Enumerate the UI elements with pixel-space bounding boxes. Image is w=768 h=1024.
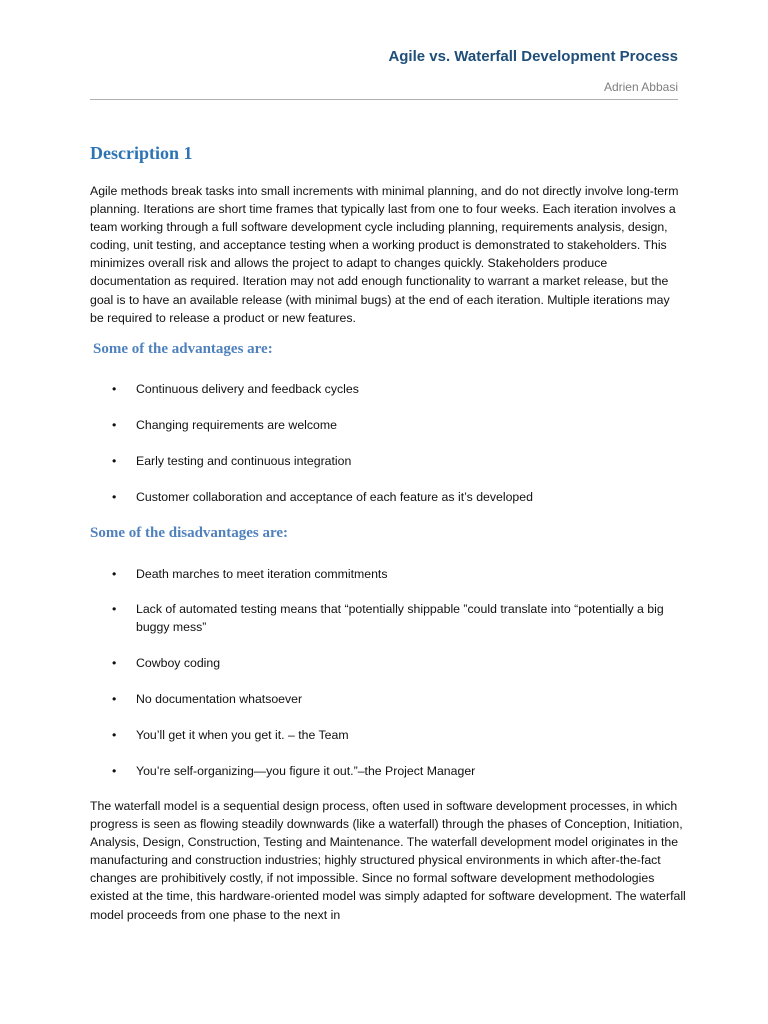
bullet-icon: • — [112, 454, 117, 468]
bullet-icon: • — [112, 382, 117, 396]
list-item-text: You’ll get it when you get it. – the Team — [136, 728, 349, 742]
list-item — [112, 452, 682, 470]
list-item — [112, 726, 682, 744]
list-item — [112, 690, 682, 708]
bullet-icon: • — [112, 692, 117, 706]
list-item-text: Death marches to meet iteration commitments — [136, 567, 388, 581]
list-item — [112, 654, 682, 672]
list-item-text: Customer collaboration and acceptance of each feature as it’s developed — [136, 490, 533, 504]
document-author: Adrien Abbasi — [603, 80, 678, 94]
bullet-icon: • — [112, 728, 117, 742]
intro-paragraph: Agile methods break tasks into small increments with minimal planning, and do not directly involve long-term planning. Iterations are short time frames that typically last from one to four weeks. Each iteration involves a team working through a full software development cycle including planning, requirements analysis, design, coding, unit testing, and acceptance testing when a working product is demonstrated to stakeholders. This minimizes overall risk and allows the project to adapt to changes quickly. Stakeholders produce documentation as required. Iteration may not add enough functionality to warrant a market release, but the goal is to have an available release (with minimal bugs) at the end of each iteration. Multiple iterations may be required to release a product or new features. — [90, 184, 679, 325]
document-title: Agile vs. Waterfall Development Process — [388, 48, 678, 65]
header-divider — [90, 99, 678, 100]
list-item-text: Lack of automated testing means that “potentially shippable ”could translate into “potentially a big buggy mess” — [136, 602, 664, 634]
list-item-text: Early testing and continuous integration — [136, 454, 352, 468]
disadvantages-heading: Some of the disadvantages are: — [90, 525, 289, 541]
list-item — [112, 488, 682, 506]
list-item — [112, 565, 682, 583]
section-heading: Description 1 — [90, 143, 193, 163]
list-item-text: Cowboy coding — [136, 656, 221, 670]
list-item-text: No documentation whatsoever — [136, 692, 303, 706]
list-item — [112, 600, 682, 636]
list-item-text: Changing requirements are welcome — [136, 418, 337, 432]
bullet-icon: • — [112, 602, 117, 616]
list-item-text: You’re self-organizing—you figure it out.”–the Project Manager — [136, 764, 476, 778]
bullet-icon: • — [112, 418, 117, 432]
bullet-icon: • — [112, 764, 117, 778]
bullet-icon: • — [112, 567, 117, 581]
list-item — [112, 380, 682, 398]
bullet-icon: • — [112, 490, 117, 504]
advantages-heading: Some of the advantages are: — [93, 341, 273, 357]
list-item — [112, 762, 682, 780]
waterfall-paragraph: The waterfall model is a sequential design process, often used in software development processes, in which progress is seen as flowing steadily downwards (like a waterfall) through the phases of Conception, Initiation, Analysis, Design, Construction, Testing and Maintenance. The waterfall development model originates in the manufacturing and construction industries; highly structured physical environments in which after-the-fact changes are prohibitively costly, if not impossible. Since no formal software development methodologies existed at the time, this hardware-oriented model was simply adapted for software development. The waterfall model proceeds from one phase to the next in — [90, 799, 686, 922]
bullet-icon: • — [112, 656, 117, 670]
list-item — [112, 416, 682, 434]
list-item-text: Continuous delivery and feedback cycles — [136, 382, 359, 396]
